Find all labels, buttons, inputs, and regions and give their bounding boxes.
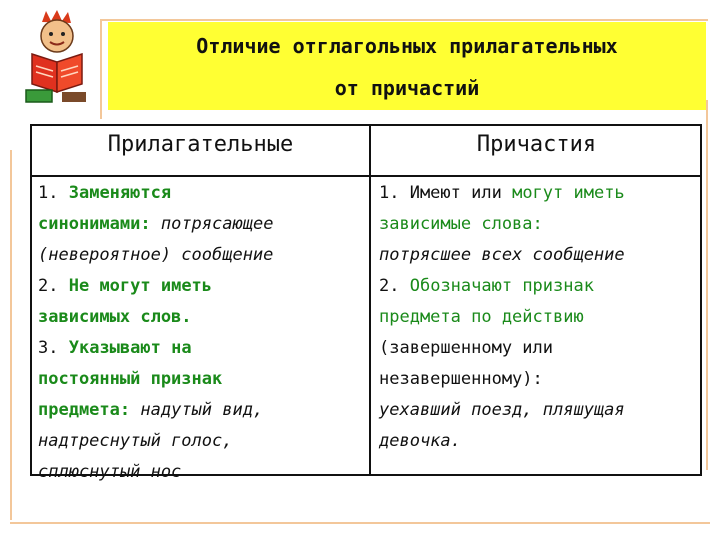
adj-line-10: сплюснутый нос — [38, 462, 182, 482]
part-line-3: потрясшее всех сообщение — [379, 245, 625, 265]
frame-line-right — [706, 100, 708, 470]
part-line-6: (завершенному или — [379, 338, 553, 358]
part-line-7: незавершенному): — [379, 369, 543, 389]
part-line-9: девочка. — [379, 431, 461, 451]
part-line-8: уехавший поезд, пляшущая — [379, 400, 625, 420]
frame-line-bottom — [10, 522, 710, 524]
adj-line-4: 2. Не могут иметь — [38, 276, 213, 296]
adj-line-7: постоянный признак — [38, 369, 223, 389]
adj-line-5: зависимых слов. — [38, 307, 192, 327]
frame-line-top — [100, 19, 708, 21]
table-divider-horizontal — [32, 175, 700, 177]
adj-line-3: (невероятное) сообщение — [38, 245, 274, 265]
adjectives-cell — [38, 178, 273, 488]
title-banner — [108, 22, 706, 110]
comparison-table — [30, 124, 702, 482]
title-line-2: от причастий — [334, 76, 480, 100]
header-participles: Причастия — [476, 132, 597, 157]
part-line-1: 1. Имеют или могут иметь — [379, 183, 625, 203]
adj-line-2: синонимами: потрясающее — [38, 214, 274, 234]
header-adjectives: Прилагательные — [107, 132, 294, 157]
adj-line-1: 1. Заменяются — [38, 183, 172, 203]
part-line-4: 2. Обозначают признак — [379, 276, 594, 296]
adj-line-8: предмета: надутый вид, — [38, 400, 264, 420]
table-divider-vertical — [369, 126, 371, 474]
adj-line-9: надтреснутый голос, — [38, 431, 233, 451]
participles-cell — [379, 178, 625, 457]
title-line-1: Отличие отглагольных прилагательных — [196, 34, 618, 58]
frame-line-side — [10, 150, 12, 520]
adj-line-6: 3. Указывают на — [38, 338, 192, 358]
reading-person-icon — [22, 8, 92, 104]
part-line-5: предмета по действию — [379, 307, 584, 327]
frame-line-left — [100, 19, 102, 119]
part-line-2: зависимые слова: — [379, 214, 543, 234]
